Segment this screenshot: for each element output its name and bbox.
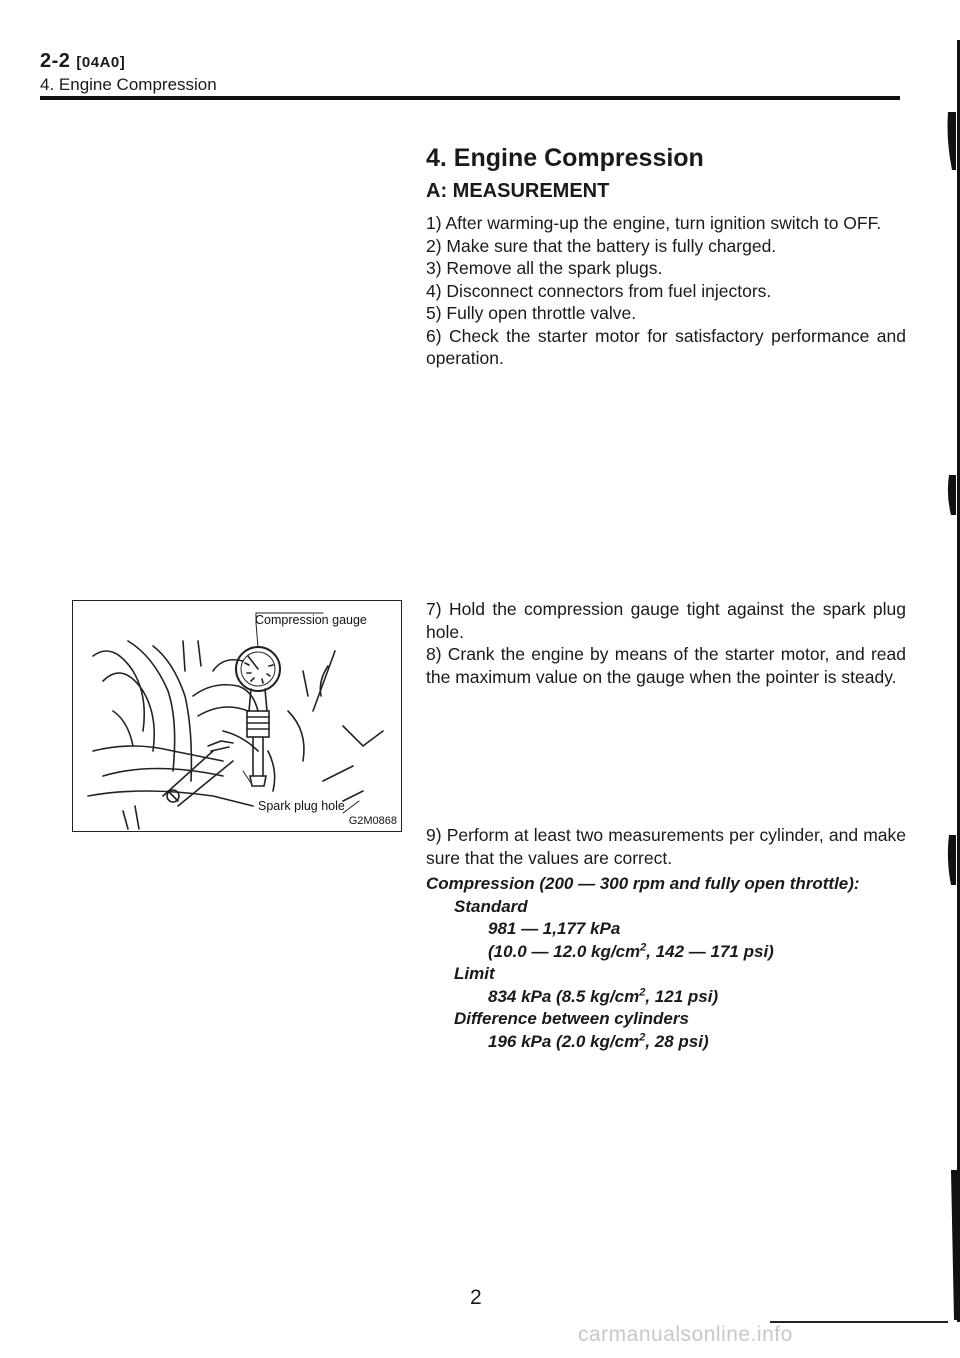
- section-number: 2-2: [40, 50, 71, 72]
- steps-group-c: [426, 824, 906, 869]
- spec-heading: Compression (200 — 300 rpm and fully open throttle):: [426, 874, 860, 893]
- spec-diff-value: 196 kPa (2.0 $kg/cm^2$, 28 psi): [488, 1030, 709, 1051]
- step-2: 2) Make sure that the battery is fully charged.: [426, 235, 777, 256]
- spec-limit-value: 834 kPa (8.5 $kg/cm^2$, 121 psi): [488, 985, 719, 1006]
- spec-standard-value-2: (10.0 — 12.0 $kg/cm^2$, 142 — 171 psi): [488, 940, 774, 961]
- step-4: 4) Disconnect connectors from fuel injectors.: [426, 280, 772, 301]
- spec-standard-value-1: 981 — 1,177 kPa: [488, 919, 621, 938]
- page-number: 2: [470, 1286, 482, 1309]
- step-5: 5) Fully open throttle valve.: [426, 303, 637, 323]
- figure-code: G2M0868: [348, 815, 397, 827]
- label-compression-gauge: Compression gauge: [255, 613, 367, 627]
- compression-gauge-figure: [72, 600, 402, 832]
- engine-illustration: [73, 601, 400, 830]
- header-rule: [40, 96, 900, 100]
- step-1: 1) After warming-up the engine, turn ignition switch to OFF.: [426, 213, 882, 233]
- label-spark-plug-hole: Spark plug hole: [258, 799, 345, 813]
- step-6: 6) Check the starter motor for satisfactory performance and operation.: [426, 325, 906, 368]
- steps-group-b: [426, 598, 906, 688]
- watermark: carmanualsonline.info: [578, 1323, 793, 1346]
- steps-group-a: [426, 212, 906, 370]
- section-code: [40, 50, 125, 73]
- step-9: 9) Perform at least two measurements per cylinder, and make sure that the values are correct.: [426, 825, 906, 868]
- section-tag: [04A0]: [76, 54, 126, 71]
- step-8: 8) Crank the engine by means of the starter motor, and read the maximum value on the gauge when the pointer is steady.: [426, 644, 906, 687]
- page-title: 4. Engine Compression: [426, 144, 704, 172]
- compression-spec: [426, 873, 860, 1053]
- footer-rule: [770, 1321, 948, 1323]
- spec-limit-label: Limit: [454, 964, 495, 983]
- step-3: 3) Remove all the spark plugs.: [426, 258, 663, 278]
- spec-diff-label: Difference between cylinders: [454, 1009, 689, 1028]
- step-7: 7) Hold the compression gauge tight against the spark plug hole.: [426, 599, 906, 642]
- section-heading: A: MEASUREMENT: [426, 180, 610, 202]
- header-subtitle: 4. Engine Compression: [40, 75, 217, 94]
- spec-standard-label: Standard: [454, 896, 528, 916]
- binding-edge: [942, 0, 960, 1358]
